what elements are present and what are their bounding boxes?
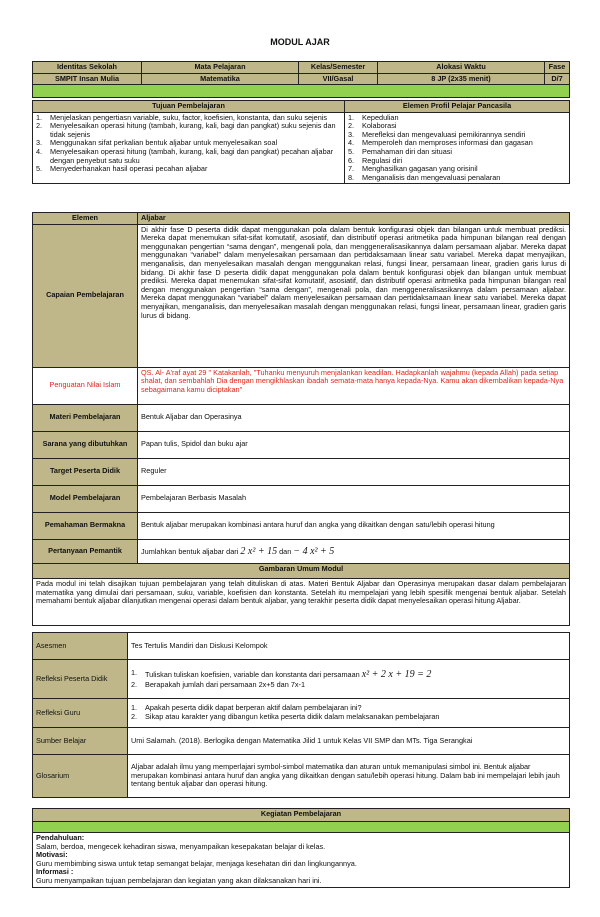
penguatan-text: QS. Al- A'raf ayat 29 " Katakanlah, "Tuhanku menyuruh menjalankan keadilan. Hadapkanlah wajahmu (kepada Allah) pada setiap shalat, dan sembahlah Dia dengan mengikhlaskan ibadah semata-mata hanya kepada-Nya. Kamu akan dikembalikan kepada-Nya sebagaimana kamu diciptakan" [138, 367, 570, 404]
list-item: 4. Menyelesaikan operasi hitung (tambah, kurang, kali, bagi dan pangkat) pecahan aljabar dengan penyebut satu suku [36, 147, 334, 165]
tujuan-list-cell [33, 112, 345, 184]
kegiatan-table [32, 808, 570, 888]
pertanyaan-math-2: − 4 x² + 5 [293, 545, 335, 557]
capaian-text: Di akhir fase D peserta didik dapat menggunakan pola dalam bentuk konfigurasi objek dan bilangan untuk membuat prediksi. Mereka dapat menemukan sifat-sifat komutatif, asosiatif, dan distributif operasi aritmetika pada himpunan bilangan real dengan menggunakan pengertian “sama dengan”, mengenali pola, dan menggeneralisasikannya dalam persamaan aljabar. Mereka dapat menggunakan “variabel” dalam menyelesaikan persamaan dan pertidaksamaan linear satu variabel. Mereka dapat menyajikan, menganalisis, dan menyelesaikan masalah dengan menggunakan relasi, fungsi linear, persamaan linear, gradien garis lurus di bidang. Di akhir fase D peserta didik dapat menggunakan pola dalam bentuk konfigurasi objek dan bilangan untuk membuat prediksi. Mereka dapat menemukan sifat-sifat komutatif, asosiatif, dan distributif operasi aritmetika pada himpunan bilangan real dengan menggunakan pengertian “sama dengan”, mengenali pola, dan menggeneralisasikannya dalam persamaan aljabar. Mereka dapat menggunakan “variabel” dalam menyelesaikan persamaan dan pertidaksamaan linear satu variabel. Mereka dapat menyajikan, menganalisis, dan menyelesaikan masalah dengan menggunakan relasi, fungsi linear, persamaan linear, gradien garis lurus di bidang. [138, 224, 570, 367]
target-label: Target Peserta Didik [33, 458, 138, 485]
list-item: 5. Menyederhanakan hasil operasi pecahan aljabar [36, 164, 208, 174]
kegiatan-body [33, 833, 570, 888]
identity-value: VII/Gasal [299, 73, 378, 85]
list-item: 2. Berapakah jumlah dari persamaan 2x+5 dan 7x-1 [131, 679, 306, 689]
elemen-label: Elemen [33, 213, 138, 225]
asesmen-value: Tes Tertulis Mandiri dan Diskusi Kelompok [128, 633, 570, 660]
identity-header: Alokasi Waktu [378, 62, 545, 74]
list-item: 3. Menggunakan sifat perkalian bentuk aljabar untuk menyelesaikan soal [36, 138, 278, 148]
list-item: 4. Memperoleh dan memproses informasi dan gagasan [348, 138, 533, 148]
tujuan-list [36, 114, 341, 174]
identity-header: Mata Pelajaran [142, 62, 299, 74]
tujuan-header: Tujuan Pembelajaran [33, 101, 345, 113]
gambaran-text: Pada modul ini telah disajikan tujuan pembelajaran yang telah dituliskan di atas. Materi Bentuk Aljabar dan Operasinya merupakan dasar dalam pembelajaran matematika yang dimulai dari persamaan, suku, variable, koefisien dan konstanta. Setelah itu mempelajari yang lebih spesifik mengenai bentuk aljabar. Setelah memahami bentuk aljabar dilanjutkan mengenai operasi dalam bentuk aljabar, yang terakhir peserta didik dapat menyelesaikan operasi hitung Aljabar. [33, 579, 570, 626]
refleksi-pd-list [131, 669, 566, 689]
capaian-label: Capaian Pembelajaran [33, 224, 138, 367]
gambaran-header: Gambaran Umum Modul [33, 564, 570, 579]
identity-value: 8 JP (2x35 menit) [378, 73, 545, 85]
elemen-value: Aljabar [138, 213, 570, 225]
pendahuluan-label: Pendahuluan: [36, 833, 85, 842]
refleksi-guru-list [131, 704, 566, 721]
list-item: 1. Tuliskan tuliskan koefisien, variable dan konstanta dari persamaan x² + 2 x + 19 = 2 [131, 667, 432, 680]
materi-value: Bentuk Aljabar dan Operasinya [138, 404, 570, 431]
list-item: 6. Regulasi diri [348, 155, 403, 165]
details-table [32, 212, 570, 578]
materi-label: Materi Pembelajaran [33, 404, 138, 431]
identity-header: Identitas Sekolah [33, 62, 142, 74]
list-item: 1. Apakah peserta didik dapat berperan aktif dalam pembelajaran ini? [131, 703, 362, 713]
target-value: Reguler [138, 458, 570, 485]
tujuan-profil-table [32, 100, 570, 184]
doc-title: MODUL AJAR [270, 37, 330, 47]
penguatan-label: Penguatan Nilai Islam [33, 367, 138, 404]
glosarium-value: Aljabar adalah ilmu yang memperlajari symbol-simbol matematika dan aturan untuk memanipulasi simbol ini. Bentuk aljabar merupakan kombinasi antara huruf dan angka yang dikaitkan dengan satu/lebih operasi hitung. Dalam bab ini mempelajari lebih jauh tentang bentuk aljabar dan operasi hitung. [128, 755, 570, 798]
sarana-label: Sarana yang dibutuhkan [33, 431, 138, 458]
motivasi-text: Guru membimbing siswa untuk tetap semangat belajar, menjaga kesehatan diri dan lingkungannya. [36, 858, 357, 868]
profil-list-cell [345, 112, 570, 184]
list-item: 1. Menjelaskan pengertiasn variable, suku, factor, koefisien, konstanta, dan suku sejenis [36, 112, 328, 122]
list-item: 2. Menyelesaikan operasi hitung (tambah, kurang, kali, bagi dan pangkat) suku sejenis dan tidak sejenis [36, 121, 336, 139]
pertanyaan-math-1: 2 x² + 15 [240, 545, 278, 557]
sumber-value: Umi Salamah. (2018). Berlogika dengan Matematika Jilid 1 untuk Kelas VII SMP dan MTs. Tiga Serangkai [128, 728, 570, 755]
pertanyaan-cell [138, 539, 570, 564]
list-item: 3. Merefleksi dan mengevaluasi pemikirannya sendiri [348, 129, 526, 139]
motivasi-label: Motivasi: [36, 850, 68, 860]
pertanyaan-text: Jumlahkan bentuk aljabar dari [141, 546, 239, 556]
green-divider [33, 85, 570, 98]
list-item: 2. Kolaborasi [348, 121, 397, 131]
model-label: Model Pembelajaran [33, 485, 138, 512]
refleksi-pd-cell [128, 660, 570, 699]
refleksi-guru-cell [128, 699, 570, 728]
list-item: 5. Pemahaman diri dan situasi [348, 147, 453, 157]
identity-header: Fase [545, 62, 570, 74]
glosarium-label: Glosarium [33, 755, 128, 798]
refleksi-math: x² + 2 x + 19 = 2 [361, 668, 432, 680]
pendahuluan-text: Salam, berdoa, mengecek kehadiran siswa, menyampaikan kesepakatan belajar di kelas. [36, 841, 326, 851]
list-item: 8. Menganalisis dan mengevaluasi penalaran [348, 172, 501, 182]
gambaran-table [32, 563, 570, 626]
pemahaman-value: Bentuk aljabar merupakan kombinasi antara huruf dan angka yang dikaitkan dengan satu/lebih operasi hitung [138, 512, 570, 539]
informasi-text: Guru menyampaikan tujuan pembelajaran dan kegiatan yang akan dilaksanakan hari ini. [36, 876, 322, 886]
pertanyaan-label: Pertanyaan Pemantik [33, 539, 138, 564]
profil-header: Elemen Profil Pelajar Pancasila [345, 101, 570, 113]
identity-header: Kelas/Semester [299, 62, 378, 74]
assessment-table [32, 632, 570, 798]
list-item: 7. Menghasilkan gagasan yang orisinil [348, 164, 478, 174]
sarana-value: Papan tulis, Spidol dan buku ajar [138, 431, 570, 458]
list-item: 1. Kepedulian [348, 112, 399, 122]
profil-list [348, 114, 566, 183]
refleksi-pd-label: Refleksi Peserta Didik [33, 660, 128, 699]
list-item: 2. Sikap atau karakter yang dibangun ketika peserta didik dalam melaksanakan pembelajaran [131, 712, 440, 721]
pertanyaan-text-2: dan [279, 546, 292, 556]
green-divider [33, 822, 570, 833]
identity-value: SMPIT Insan Mulia [33, 73, 142, 85]
identity-table [32, 61, 570, 98]
model-value: Pembelajaran Berbasis Masalah [138, 485, 570, 512]
identity-value: D/7 [545, 73, 570, 85]
identity-header-row [33, 62, 570, 74]
asesmen-label: Asesmen [33, 633, 128, 660]
refleksi-guru-label: Refleksi Guru [33, 699, 128, 728]
identity-value: Matematika [142, 73, 299, 85]
informasi-label: Informasi : [36, 867, 74, 877]
identity-value-row [33, 73, 570, 85]
pemahaman-label: Pemahaman Bermakna [33, 512, 138, 539]
kegiatan-header: Kegiatan Pembelajaran [33, 809, 570, 822]
sumber-label: Sumber Belajar [33, 728, 128, 755]
